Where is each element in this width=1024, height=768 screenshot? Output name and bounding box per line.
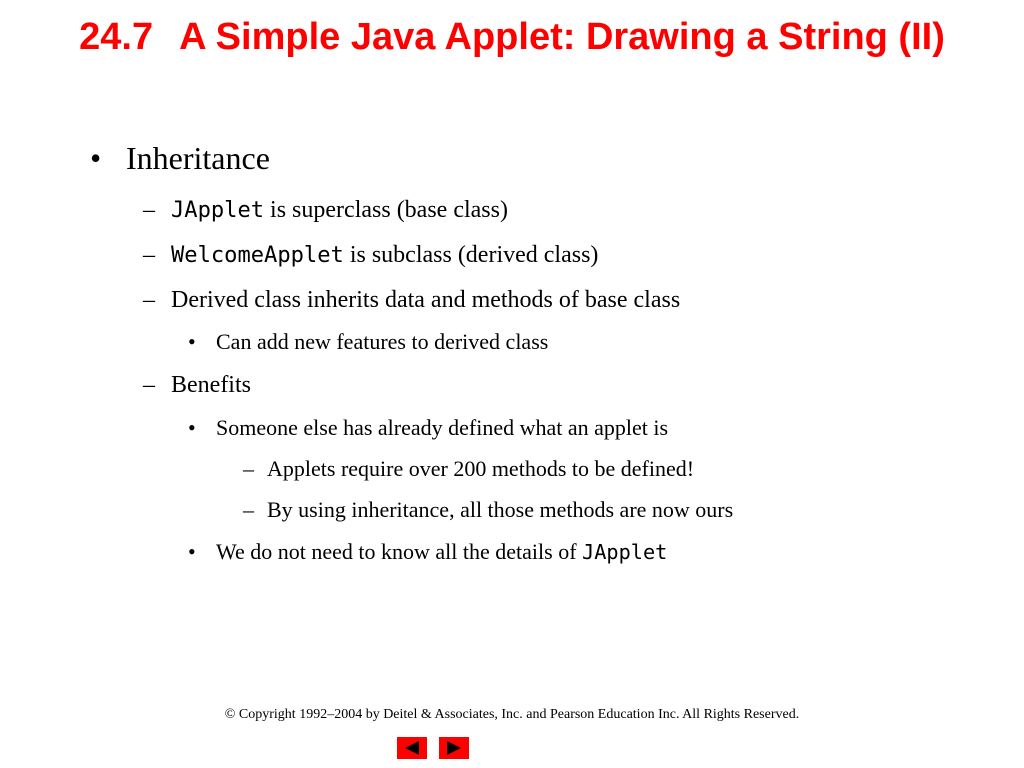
level4-text: By using inheritance, all those methods are now ours: [267, 497, 734, 522]
subbullet-text: Benefits: [171, 372, 251, 398]
dash-marker: –: [243, 456, 254, 481]
bullet-marker: •: [188, 329, 196, 354]
code-japplet-inline: JApplet: [582, 540, 668, 564]
subsubbullet-someone-else: [188, 413, 668, 443]
bullet-inheritance: [90, 138, 270, 178]
subsubbullet-we-do-not: [188, 537, 667, 567]
subsubbullet-text: Someone else has already defined what an applet is: [216, 415, 669, 440]
subbullet-text: Derived class inherits data and methods of base class: [171, 287, 681, 313]
level4-text: Applets require over 200 methods to be defined!: [267, 456, 695, 481]
subsubbullet-text: Can add new features to derived class: [216, 329, 549, 354]
previous-slide-button[interactable]: [397, 737, 427, 759]
level4-applets-require: [243, 454, 694, 484]
triangle-left-icon: [397, 737, 427, 759]
triangle-right-icon: [439, 737, 469, 759]
code-welcomeapplet: WelcomeApplet: [171, 243, 344, 268]
bullet-text: Inheritance: [126, 140, 270, 176]
bullet-marker: •: [188, 539, 196, 564]
title-number: 24.7: [79, 16, 154, 58]
subbullet-text: is superclass (base class): [264, 197, 508, 223]
subbullet-derived-inherits: [143, 284, 680, 316]
subsubbullet-can-add: [188, 327, 548, 357]
subsubbullet-text: We do not need to know all the details of: [216, 539, 583, 564]
dash-marker: –: [143, 372, 155, 398]
code-japplet: JApplet: [171, 198, 265, 223]
subbullet-benefits: [143, 369, 251, 401]
dash-marker: –: [143, 242, 155, 268]
dash-marker: –: [243, 497, 254, 522]
level4-by-using: [243, 495, 733, 525]
subbullet-welcomeapplet: [143, 239, 598, 272]
bullet-marker: •: [188, 415, 196, 440]
subbullet-text: is subclass (derived class): [343, 242, 599, 268]
bullet-marker: •: [90, 140, 102, 176]
copyright-footer: © Copyright 1992–2004 by Deitel & Associates, Inc. and Pearson Education Inc. All Rights Reserved.: [224, 707, 800, 722]
subbullet-japplet: [143, 194, 508, 227]
title-text: A Simple Java Applet: Drawing a String (II): [179, 16, 945, 58]
slide-title: [60, 14, 964, 60]
next-slide-button[interactable]: [439, 737, 469, 759]
dash-marker: –: [143, 287, 155, 313]
dash-marker: –: [143, 197, 155, 223]
